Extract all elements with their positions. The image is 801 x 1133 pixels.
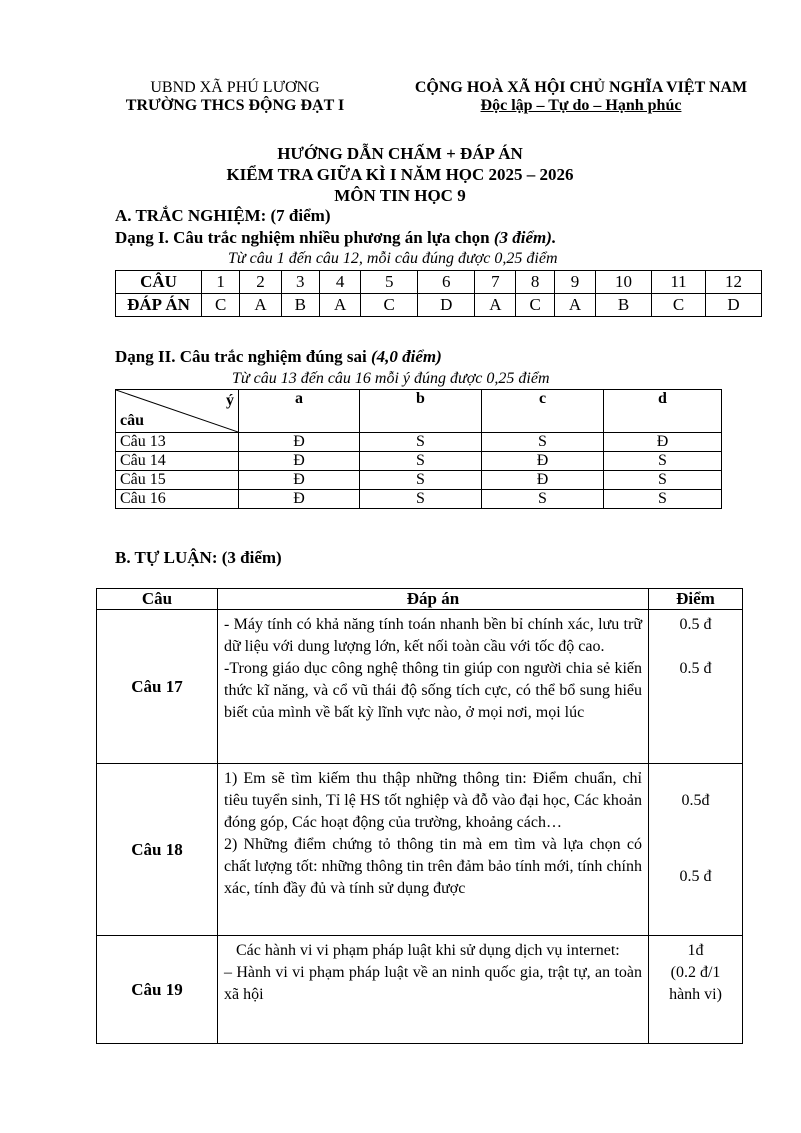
point-value: 0.5đ — [681, 792, 710, 809]
mc-row-label: CÂU — [116, 271, 202, 294]
tf-column-header: b — [360, 390, 482, 433]
essay-points — [649, 936, 743, 1044]
mc-question: 8 — [516, 271, 554, 294]
answer-paragraph: 2) Những điểm chứng tỏ thông tin mà em tìm và lựa chọn có chất lượng tốt: những thông tin trên đảm bảo tính mới, tính chính xác, tính đầy đủ và tính sử dụng được — [224, 836, 642, 897]
essay-row-19 — [97, 936, 743, 1044]
tf-question: Câu 15 — [116, 471, 239, 490]
tf-question: Câu 14 — [116, 452, 239, 471]
mc-question: 7 — [475, 271, 516, 294]
tf-row — [116, 452, 722, 471]
multiple-choice-table — [115, 270, 762, 317]
section-b-heading: B. TỰ LUẬN: (3 điểm) — [115, 548, 282, 567]
part1-heading — [115, 228, 556, 248]
mc-answer: C — [361, 294, 418, 317]
mc-question: 1 — [202, 271, 240, 294]
tf-cell: Đ — [239, 490, 360, 509]
tf-cell: Đ — [239, 452, 360, 471]
tf-cell: S — [360, 490, 482, 509]
mc-answer-row — [116, 294, 762, 317]
country-name: CỘNG HOÀ XÃ HỘI CHỦ NGHĨA VIỆT NAM — [414, 79, 748, 96]
tf-cell: S — [482, 490, 604, 509]
essay-header-points: Điểm — [649, 589, 743, 610]
mc-question: 3 — [281, 271, 319, 294]
mc-question: 10 — [596, 271, 652, 294]
mc-question: 6 — [418, 271, 475, 294]
mc-question-row — [116, 271, 762, 294]
part1-heading-points: (3 điểm). — [493, 228, 557, 247]
mc-answer: D — [706, 294, 762, 317]
mc-answer: B — [281, 294, 319, 317]
tf-question: Câu 13 — [116, 433, 239, 452]
essay-header-question: Câu — [97, 589, 218, 610]
tf-cell: S — [360, 471, 482, 490]
part2-heading-points: (4,0 điểm) — [371, 347, 442, 366]
part2-heading — [115, 347, 442, 367]
essay-question-label: Câu 18 — [97, 764, 218, 936]
school-name: TRƯỜNG THCS ĐỘNG ĐẠT I — [125, 97, 345, 114]
tf-question: Câu 16 — [116, 490, 239, 509]
mc-question: 11 — [652, 271, 706, 294]
mc-row-label: ĐÁP ÁN — [116, 294, 202, 317]
tf-cell: S — [360, 433, 482, 452]
tf-cell: Đ — [239, 433, 360, 452]
part2-note: Từ câu 13 đến câu 16 mỗi ý đúng được 0,25 điểm — [232, 370, 550, 387]
mc-answer: D — [418, 294, 475, 317]
point-value: (0.2 đ/1 — [670, 964, 721, 981]
tf-column-header: c — [482, 390, 604, 433]
tf-header-row — [116, 390, 722, 433]
mc-question: 9 — [554, 271, 595, 294]
tf-cell: S — [604, 452, 722, 471]
header-right — [385, 79, 777, 115]
mc-question: 12 — [706, 271, 762, 294]
district-name: UBND XÃ PHÚ LƯƠNG — [150, 79, 320, 96]
answer-paragraph: – Hành vi vi phạm pháp luật về an ninh quốc gia, trật tự, an toàn xã hội — [224, 964, 642, 1003]
mc-answer: A — [554, 294, 595, 317]
tf-row — [116, 490, 722, 509]
point-value: 1đ — [687, 942, 704, 959]
tf-cell: S — [604, 490, 722, 509]
mc-question: 2 — [240, 271, 281, 294]
header-left — [110, 79, 360, 115]
mc-answer: A — [319, 294, 360, 317]
tf-cell: Đ — [604, 433, 722, 452]
mc-answer: C — [652, 294, 706, 317]
essay-answer — [218, 764, 649, 936]
mc-question: 4 — [319, 271, 360, 294]
title-line1: HƯỚNG DẪN CHẤM + ĐÁP ÁN — [277, 144, 523, 163]
corner-top-label: ý — [226, 392, 234, 409]
answer-paragraph: Các hành vi vi phạm pháp luật khi sử dụng dịch vụ internet: — [236, 942, 620, 959]
part1-note: Từ câu 1 đến câu 12, mỗi câu đúng được 0,25 điểm — [228, 250, 558, 267]
part2-heading-text: Dạng II. Câu trắc nghiệm đúng sai — [115, 347, 371, 366]
mc-answer: C — [516, 294, 554, 317]
answer-paragraph: -Trong giáo dục công nghệ thông tin giúp con người chia sẻ kiến thức kĩ năng, và cổ vũ thái độ sống tích cực, có thể bổ sung hiểu biết của mình về bất kỳ lĩnh vực nào, ở mọi nơi, mọi lúc — [224, 660, 642, 721]
tf-cell: S — [482, 433, 604, 452]
mc-answer: A — [475, 294, 516, 317]
national-motto: Độc lập – Tự do – Hạnh phúc — [480, 97, 682, 114]
tf-cell: Đ — [482, 471, 604, 490]
tf-row — [116, 471, 722, 490]
point-value: hành vi) — [669, 986, 722, 1003]
tf-row — [116, 433, 722, 452]
tf-column-header: a — [239, 390, 360, 433]
point-value: 0.5 đ — [679, 868, 712, 885]
title-line3: MÔN TIN HỌC 9 — [334, 186, 466, 205]
essay-points — [649, 764, 743, 936]
mc-answer: C — [202, 294, 240, 317]
tf-cell: S — [604, 471, 722, 490]
essay-answer — [218, 610, 649, 764]
essay-question-label: Câu 19 — [97, 936, 218, 1044]
true-false-table — [115, 389, 722, 509]
point-value: 0.5 đ — [679, 660, 712, 677]
section-a-heading: A. TRẮC NGHIỆM: (7 điểm) — [115, 206, 331, 225]
tf-cell: S — [360, 452, 482, 471]
document-title — [120, 143, 680, 206]
essay-answer — [218, 936, 649, 1044]
mc-answer: A — [240, 294, 281, 317]
essay-row-17 — [97, 610, 743, 764]
answer-paragraph: - Máy tính có khả năng tính toán nhanh bền bỉ chính xác, lưu trữ dữ liệu với dung lượng lớn, kết nối toàn cầu với tốc độ cao. — [224, 616, 642, 655]
tf-column-header: d — [604, 390, 722, 433]
essay-points — [649, 610, 743, 764]
essay-table — [96, 588, 743, 1044]
mc-answer: B — [596, 294, 652, 317]
point-value: 0.5 đ — [679, 616, 712, 633]
essay-row-18 — [97, 764, 743, 936]
answer-paragraph: 1) Em sẽ tìm kiếm thu thập những thông tin: Điểm chuẩn, chỉ tiêu tuyển sinh, Tỉ lệ HS tốt nghiệp và đỗ vào đại học, Các khoản đóng góp, Các hoạt động của trường, khoảng cách… — [224, 770, 642, 831]
tf-cell: Đ — [239, 471, 360, 490]
essay-header-answer: Đáp án — [218, 589, 649, 610]
tf-corner-cell — [116, 390, 239, 433]
part1-heading-text: Dạng I. Câu trắc nghiệm nhiều phương án lựa chọn — [115, 228, 494, 247]
essay-header-row — [97, 589, 743, 610]
mc-question: 5 — [361, 271, 418, 294]
essay-question-label: Câu 17 — [97, 610, 218, 764]
title-line2: KIỂM TRA GIỮA KÌ I NĂM HỌC 2025 – 2026 — [226, 165, 574, 184]
corner-bottom-label: câu — [120, 412, 144, 429]
tf-cell: Đ — [482, 452, 604, 471]
